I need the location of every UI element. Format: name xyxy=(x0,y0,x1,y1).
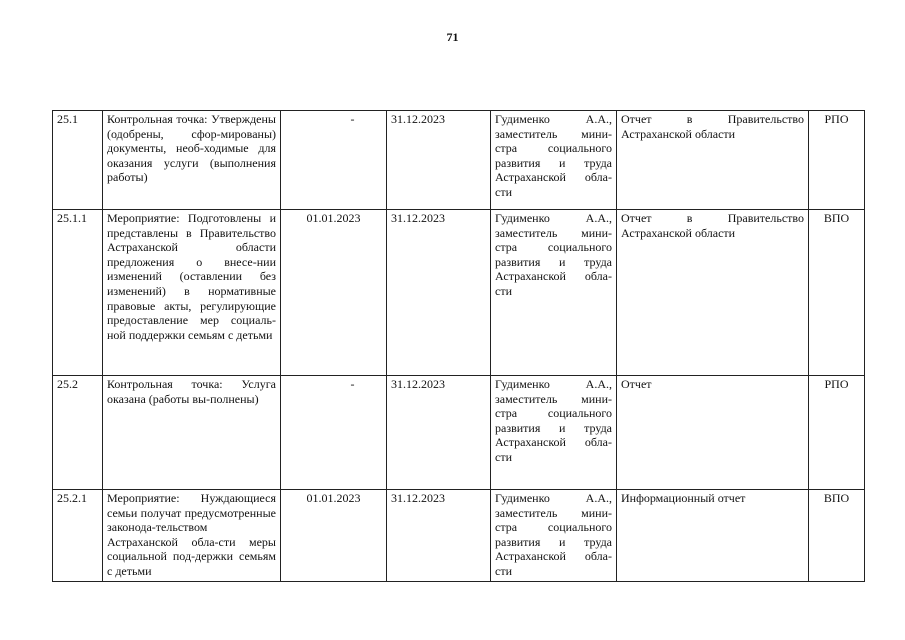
row-type: ВПО xyxy=(809,490,865,582)
row-name: Мероприятие: Подготовлены и представлены в Правительство Астраханской области предложения о внесе-нии изменений (оставлении без изменений) в нормативные правовые акты, регулирующие предоставление мер социаль-ной поддержки семьям с детьми xyxy=(103,210,281,376)
table-row xyxy=(53,376,865,490)
row-start-date: 01.01.2023 xyxy=(281,210,387,376)
row-responsible: Гудименко А.А., заместитель мини-стра социального развития и труда Астраханской обла-сти xyxy=(491,490,617,582)
row-responsible: Гудименко А.А., заместитель мини-стра социального развития и труда Астраханской обла-сти xyxy=(491,111,617,210)
start-date-value: - xyxy=(350,377,355,391)
row-number: 25.1 xyxy=(53,111,103,210)
row-number: 25.2 xyxy=(53,376,103,490)
row-name: Контрольная точка: Утверждены (одобрены, сфор-мированы) документы, необ-ходимые для оказания услуги (выполнения работы) xyxy=(103,111,281,210)
row-end-date: 31.12.2023 xyxy=(387,376,491,490)
row-type: ВПО xyxy=(809,210,865,376)
row-end-date: 31.12.2023 xyxy=(387,210,491,376)
table-row xyxy=(53,210,865,376)
row-document: Отчет в Правительство Астраханской области xyxy=(617,111,809,210)
row-document: Отчет в Правительство Астраханской области xyxy=(617,210,809,376)
row-number: 25.2.1 xyxy=(53,490,103,582)
row-responsible: Гудименко А.А., заместитель мини-стра социального развития и труда Астраханской обла-сти xyxy=(491,210,617,376)
table-row xyxy=(53,490,865,582)
row-end-date: 31.12.2023 xyxy=(387,490,491,582)
row-responsible: Гудименко А.А., заместитель мини-стра социального развития и труда Астраханской обла-сти xyxy=(491,376,617,490)
table-row xyxy=(53,111,865,210)
row-start-date xyxy=(281,376,387,490)
start-date-value: - xyxy=(350,112,355,126)
row-start-date: 01.01.2023 xyxy=(281,490,387,582)
row-number: 25.1.1 xyxy=(53,210,103,376)
row-end-date: 31.12.2023 xyxy=(387,111,491,210)
row-type: РПО xyxy=(809,376,865,490)
row-document: Информационный отчет xyxy=(617,490,809,582)
row-start-date xyxy=(281,111,387,210)
page-number: 71 xyxy=(446,30,459,44)
row-name: Контрольная точка: Услуга оказана (работы вы-полнены) xyxy=(103,376,281,490)
plan-table xyxy=(52,110,865,582)
row-name: Мероприятие: Нуждающиеся семьи получат предусмотренные законода-тельством Астраханской обла-сти меры социальной под-держки семьям с детьми xyxy=(103,490,281,582)
row-document: Отчет xyxy=(617,376,809,490)
row-type: РПО xyxy=(809,111,865,210)
